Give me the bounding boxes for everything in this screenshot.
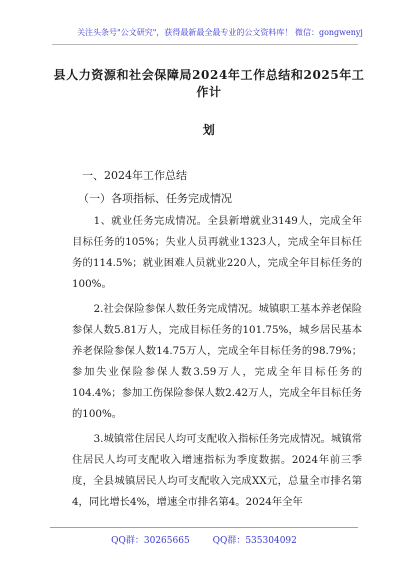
- document-title-line1: 县人力资源和社会保障局2024年工作总结和2025年工作计: [53, 68, 365, 99]
- footer: [0, 533, 408, 546]
- footer-qq-group-1: QQ群：30265665: [111, 536, 190, 546]
- header-divider: [52, 44, 358, 45]
- subsection-heading: （一）各项指标、任务完成情况: [78, 192, 232, 205]
- paragraph-employment: 1、就业任务完成情况。全县新增就业3149人，完成全年目标任务的105%；失业人员再就业1323人，完成全年目标任务的114.5%；就业困难人员就业220人，完成全年目标任务的100%。: [72, 215, 362, 290]
- paragraph-social-insurance: 2.社会保险参保人数任务完成情况。城镇职工基本养老保险参保人数5.81万人，完成目标任务的101.75%，城乡居民基本养老保险参保人数14.75万人，完成全年目标任务的98.79%；参加失业保险参保人数3.59万人，完成全年目标任务的104.4%；参加工伤保险参保人数2.42万人，完成全年目标任务的100%。: [72, 303, 362, 420]
- document-title-line2: 划: [202, 123, 216, 137]
- body-text: [72, 211, 362, 517]
- footer-qq-group-2: QQ群：535304092: [212, 536, 297, 546]
- section-heading: 一、2024年工作总结: [82, 169, 187, 182]
- footer-divider: [50, 527, 358, 528]
- header-banner: 关注头条号"公文研究"，获得最新最全最专业的公文资料库！ 微信：gongwenyj: [77, 28, 363, 37]
- paragraph-income: 3.城镇常住居民人均可支配收入指标任务完成情况。城镇常住居民人均可支配收入增速指标为季度数据。2024年前三季度，全县城镇居民人均可支配收入完成XX元，总量全市排名第4，同比增长4%，增速全市排名第4。2024年全年: [72, 433, 362, 508]
